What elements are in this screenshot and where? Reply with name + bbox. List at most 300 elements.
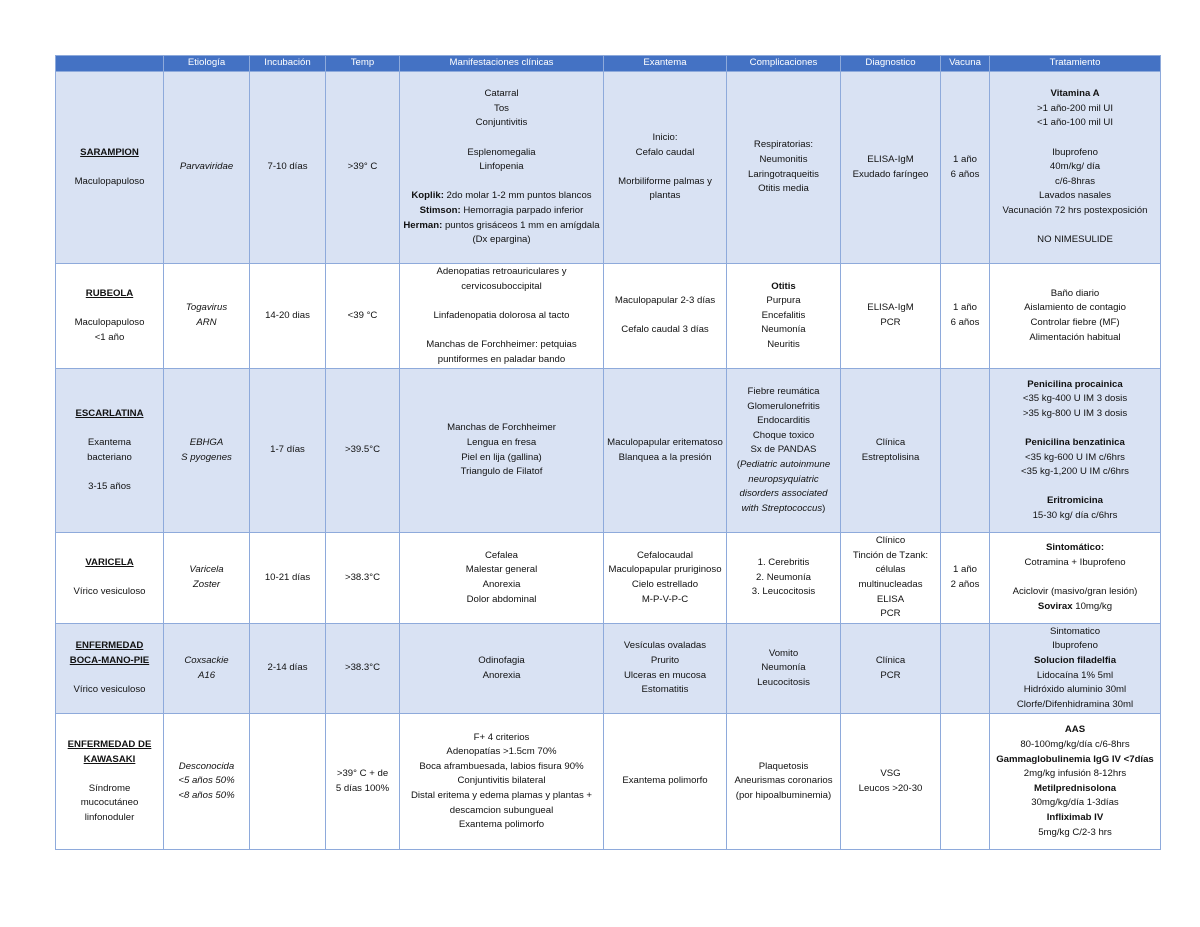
cell-line: Exantema [87,437,132,449]
header-cell: Diagnostico [841,56,941,72]
cell-line [607,160,723,175]
cell-text: <35 kg-1,200 U IM c/6hrs [1021,466,1129,478]
complications-cell [727,72,841,264]
cell-line: Morbiliforme palmas y plantas [618,175,712,202]
cell-text: Stimson: [419,204,461,216]
cell-text: ) [822,502,826,514]
cell-line: mucocutáneo [80,797,139,809]
temperature-cell [326,264,400,369]
cell-line [403,160,600,175]
cell-line [993,316,1157,331]
disease-name: SARAMPION [80,146,139,158]
cell-text: 5mg/kg C/2-3 hrs [1038,826,1112,838]
cell-line [993,219,1157,234]
vaccine-cell [941,533,990,624]
cell-text: Laringotraqueitis [748,168,819,180]
cell-line [403,87,600,102]
cell-text: Hidróxido aluminio 30ml [1023,684,1127,696]
exanthem-cell [604,369,727,533]
cell-line [993,753,1157,768]
cell-line [993,204,1157,219]
cell-line: Vesículas ovaladas [623,640,707,652]
disease-cell [56,369,164,533]
cell-line [993,378,1157,393]
header-cell: Incubación [250,56,326,72]
cell-text: Fiebre reumática [747,385,820,397]
etiology-cell [164,369,250,533]
incubation-value: 14-20 dias [265,309,310,321]
cell-line: >39.5°C [344,444,381,456]
cell-text: Endocarditis [757,415,810,427]
incubation-cell [250,369,326,533]
treatment-cell [990,264,1161,369]
cell-line [993,683,1157,698]
diagnosis-cell [841,623,941,714]
cell-line [993,287,1157,302]
cell-text: Encefalitis [761,309,806,321]
cell-line: VSG [880,768,901,780]
etiology-cell [164,72,250,264]
cell-line [730,414,837,429]
cell-line [403,116,600,131]
cell-line: Estomatitis [641,684,689,696]
cell-line [730,400,837,415]
cell-text: Distal eritema y edema plamas y plantas + descamcion subungueal [410,790,593,816]
incubation-value: 2-14 días [267,662,308,674]
cell-line: linfonoduler [84,811,135,823]
header-cell [56,56,164,72]
cell-line: Cielo estrellado [631,578,699,590]
cell-text: Exantema polimorfo [458,819,545,831]
disease-cell [56,623,164,714]
cell-line [403,745,600,760]
cell-text: Boca aframbuesada, labios fisura 90% [419,760,584,772]
treatment-cell [990,533,1161,624]
infectious-exanthems-table [55,55,1161,850]
treatment-cell [990,623,1161,714]
cell-text: Aislamiento de contagio [1024,302,1126,314]
cell-text: Choque toxico [752,429,815,441]
cell-text: Sintomático: [1045,542,1105,554]
cell-text: Anorexia [482,578,521,590]
header-cell: Exantema [604,56,727,72]
vaccine-cell [941,264,990,369]
cell-text: Respiratorias: [753,139,814,151]
cell-line [993,698,1157,713]
cell-line: ARN [196,317,217,329]
cell-line: PCR [880,317,901,329]
cell-line [993,392,1157,407]
cell-line [993,723,1157,738]
cell-line: Maculopapuloso [74,175,145,187]
cell-text: Purpura [766,295,801,307]
temperature-cell [326,72,400,264]
complications-cell [727,533,841,624]
cell-text: Hemorragia parpado inferior [460,204,584,216]
table-row [56,623,1161,714]
header-cell: Manifestaciones clínicas [400,56,604,72]
cell-line [993,189,1157,204]
cell-line: 1 año [952,153,977,165]
cell-text: Ibuprofeno [1052,640,1098,652]
cell-line [403,774,600,789]
cell-line: Blanquea a la presión [618,451,712,463]
vaccine-cell [941,72,990,264]
cell-text: <35 kg-600 U IM c/6hrs [1025,451,1125,463]
cell-line: Vírico vesiculoso [73,586,146,598]
cell-line [993,509,1157,524]
cell-line [993,175,1157,190]
cell-line: Tinción de Tzank: células multinucleadas [852,549,929,590]
cell-line [993,480,1157,495]
cell-text: <1 año-100 mil UI [1037,117,1113,129]
cell-line [730,676,837,691]
cell-text: Linfadenopatia dolorosa al tacto [433,309,570,321]
cell-line [403,563,600,578]
cell-text: F+ 4 criterios [473,731,530,743]
temperature-cell [326,533,400,624]
cell-line: >38.3°C [344,571,381,583]
cell-line [403,189,600,204]
cell-text: Otitis [771,280,796,292]
cell-text: 10mg/kg [1072,600,1113,612]
cell-line [59,669,160,684]
cell-text: Sovirax [1037,600,1073,612]
cell-line [993,654,1157,669]
cell-line [403,294,600,309]
incubation-value: 10-21 días [264,571,311,583]
header-cell: Temp [326,56,400,72]
cell-text: 15-30 kg/ día c/6hrs [1032,510,1118,522]
cell-line [993,811,1157,826]
etiology-cell [164,623,250,714]
cell-line: ELISA-IgM [867,153,914,165]
cell-line [993,494,1157,509]
cell-text: 1. Cerebritis [757,557,810,569]
diagnosis-cell [841,533,941,624]
cell-text: Conjuntivitis bilateral [457,775,546,787]
cell-line: Exantema polimorfo [622,775,708,787]
cell-text: >35 kg-800 U IM 3 dosis [1022,407,1128,419]
cell-line: Zoster [192,578,221,590]
temperature-cell [326,623,400,714]
cell-line [993,301,1157,316]
cell-line [59,421,160,436]
cell-line: S pyogenes [181,451,232,463]
cell-line [403,146,600,161]
cell-text: Herman: [403,219,443,231]
cell-text: 2. Neumonía [756,571,811,583]
cell-line [993,571,1157,586]
cell-line [993,407,1157,422]
cell-text: puntos grisáceos 1 mm en amígdala (Dx epargina) [442,219,600,246]
cell-text: Tos [494,102,509,114]
cell-line: Clínico [875,535,906,547]
disease-name: ENFERMEDAD DE [67,739,152,750]
diagnosis-cell [841,369,941,533]
cell-line [730,429,837,444]
cell-line [993,116,1157,131]
cell-line: 2 años [950,578,980,590]
cell-text: Aneurismas coronarios (por hipoalbuminemia) [734,775,833,802]
cell-line [993,639,1157,654]
cell-text: Cefalea [484,549,519,561]
cell-line [403,204,600,219]
exanthem-cell [604,72,727,264]
cell-line [993,233,1157,248]
cell-line [403,465,600,480]
cell-text: Alimentación habitual [1029,331,1121,343]
cell-text: Neumonitis [759,153,808,165]
cell-line [730,309,837,324]
cell-text: Ibuprofeno [1052,146,1098,158]
cell-text: 3. Leucocitosis [751,586,816,598]
cell-line: Desconocida [178,760,235,772]
cell-line [403,451,600,466]
cell-text: Lavados nasales [1038,190,1111,202]
cell-text: Koplik: [411,190,444,202]
cell-line: Togavirus [185,302,228,314]
cell-line: PCR [880,608,901,620]
cell-line: Exudado faríngeo [852,168,929,180]
cell-line: Síndrome [88,782,131,794]
disease-name: KAWASAKI [83,753,136,765]
exanthem-cell [604,714,727,850]
cell-line [403,731,600,746]
cell-text: 40m/kg/ día [1049,161,1101,173]
cell-text: 30mg/kg/día 1-3días [1031,797,1119,809]
cell-line [730,280,837,295]
cell-text: Controlar fiebre (MF) [1030,317,1120,329]
exanthem-cell [604,533,727,624]
disease-cell [56,714,164,850]
cell-line: >38.3°C [344,662,381,674]
cell-line [403,309,600,324]
table-row [56,714,1161,850]
cell-line: A16 [197,669,216,681]
cell-line: M-P-V-P-C [641,593,689,605]
cell-line [730,323,837,338]
cell-line [730,647,837,662]
header-cell: Etiología [164,56,250,72]
cell-line [993,669,1157,684]
cell-text: Penicilina benzatinica [1025,437,1125,449]
exanthem-cell [604,623,727,714]
cell-text: Clorfe/Difenhidramina 30ml [1016,698,1134,710]
cell-line: Cefalo caudal [635,146,695,158]
cell-line: >39° C [347,161,378,173]
cell-line: Ulceras en mucosa [623,669,707,681]
cell-line: ELISA-IgM [867,302,914,314]
cell-text: Metilprednisolona [1033,782,1117,794]
cell-text: Conjuntivitis [475,117,528,129]
cell-line: 1 año [952,564,977,576]
cell-line: Coxsackie [184,654,229,666]
cell-line [993,600,1157,615]
clinical-manifestations-cell [400,533,604,624]
cell-line: Leucos >20-30 [858,782,923,794]
cell-line: Parvaviridae [179,161,234,173]
cell-line [730,168,837,183]
diagnosis-cell [841,264,941,369]
cell-line [993,160,1157,175]
disease-name: RUBEOLA [85,287,134,299]
cell-line [993,436,1157,451]
cell-line: <5 años 50% [178,775,235,787]
disease-cell [56,72,164,264]
cell-text: 2mg/kg infusión 8-12hrs [1023,768,1127,780]
cell-line [730,760,837,775]
cell-line [59,571,160,586]
disease-name: ENFERMEDAD [75,640,144,652]
cell-line [730,571,837,586]
diagnosis-cell [841,72,941,264]
cell-line: EBHGA [189,437,224,449]
incubation-cell [250,533,326,624]
cell-text: Adenopatias retroauriculares y cervicosuboccipital [436,266,567,292]
cell-text: c/6-8hras [1055,175,1095,187]
cell-line [993,331,1157,346]
cell-line [730,138,837,153]
cell-line [730,182,837,197]
cell-line: <8 años 50% [178,790,235,802]
cell-line: 3-15 años [88,480,131,492]
cell-line [59,301,160,316]
cell-line: >39° C + de [336,768,389,780]
cell-line [993,826,1157,841]
cell-line: bacteriano [87,451,132,463]
cell-text: Lengua en fresa [466,437,537,449]
cell-text: Glomerulonefritis [747,400,820,412]
treatment-cell [990,369,1161,533]
cell-text: Solucion filadelfia [1033,654,1117,666]
cell-text: 2do molar 1-2 mm puntos blancos [443,190,592,202]
clinical-manifestations-cell [400,714,604,850]
incubation-value: 1-7 días [270,444,305,456]
cell-text: Catarral [484,88,519,100]
disease-cell [56,533,164,624]
cell-line [403,789,600,818]
cell-line: Estreptolisina [861,451,920,463]
table-row [56,369,1161,533]
cell-text: Odinofagia [478,654,525,666]
cell-line: 6 años [950,168,980,180]
cell-text: Anorexia [482,669,521,681]
cell-line [993,585,1157,600]
cell-line [993,556,1157,571]
diagnosis-cell [841,714,941,850]
cell-line: Maculopapular eritematoso [607,437,723,449]
cell-text: Sx de PANDAS ( [736,444,817,470]
disease-name: VARICELA [85,557,134,569]
cell-line [403,323,600,338]
cell-line [993,738,1157,753]
treatment-cell [990,714,1161,850]
cell-text: Esplenomegalia [467,146,536,158]
cell-line [59,767,160,782]
etiology-cell [164,714,250,850]
cell-line [403,593,600,608]
vaccine-cell [941,369,990,533]
cell-line [59,465,160,480]
cell-line [403,654,600,669]
table-row [56,264,1161,369]
clinical-manifestations-cell [400,623,604,714]
vaccine-cell [941,623,990,714]
cell-text: Sintomatico [1049,625,1101,637]
incubation-cell [250,72,326,264]
header-row [56,56,1161,72]
cell-line [403,265,600,294]
header-cell: Complicaciones [727,56,841,72]
cell-text: Leucocitosis [757,676,810,688]
complications-cell [727,264,841,369]
cell-text: 80-100mg/kg/día c/6-8hrs [1020,739,1130,750]
table-body [56,72,1161,850]
cell-line [403,338,600,367]
cell-line [993,146,1157,161]
cell-line [403,102,600,117]
cell-text: Aciclovir (masivo/gran lesión) [1012,586,1138,598]
cell-text: Gammaglobulinemia IgG IV <7días [996,753,1154,765]
cell-text: Plaquetosis [758,760,809,772]
cell-line [403,436,600,451]
treatment-cell [990,72,1161,264]
cell-text: Otitis media [758,183,809,195]
cell-text: Neumonía [761,662,806,674]
cell-line: Clínica [875,437,906,449]
temperature-cell [326,369,400,533]
cell-line: Clínica [875,654,906,666]
cell-text: Adenopatías >1.5cm 70% [446,746,557,758]
cell-line: Maculopapular pruriginoso [608,564,722,576]
cell-text: Manchas de Forchheimer [447,422,556,434]
cell-line [993,131,1157,146]
clinical-manifestations-cell [400,369,604,533]
cell-line [993,465,1157,480]
cell-line: 6 años [950,317,980,329]
cell-line [730,443,837,516]
cell-line [993,541,1157,556]
cell-line: PCR [880,669,901,681]
cell-line: Varicela [189,564,224,576]
temperature-cell [326,714,400,850]
table-row [56,533,1161,624]
cell-line: 5 días 100% [335,782,390,794]
cell-line: Vírico vesiculoso [73,684,146,696]
cell-text: Infliximab IV [1046,811,1104,823]
etiology-cell [164,264,250,369]
cell-text: Triangulo de Filatof [460,466,543,478]
cell-text: Vacunación 72 hrs postexposición [1002,204,1148,216]
cell-text: Vomito [768,647,799,659]
incubation-cell [250,623,326,714]
incubation-cell [250,264,326,369]
cell-line [403,578,600,593]
exanthem-cell [604,264,727,369]
complications-cell [727,623,841,714]
cell-line: Cefalo caudal 3 días [621,324,709,336]
cell-line [403,219,600,248]
cell-line [730,774,837,803]
cell-line [730,294,837,309]
cell-line [993,625,1157,640]
vaccine-cell [941,714,990,850]
cell-text: Neuritis [767,338,800,350]
cell-line [607,309,723,324]
cell-text: Piel en lija (gallina) [461,451,542,463]
complications-cell [727,369,841,533]
